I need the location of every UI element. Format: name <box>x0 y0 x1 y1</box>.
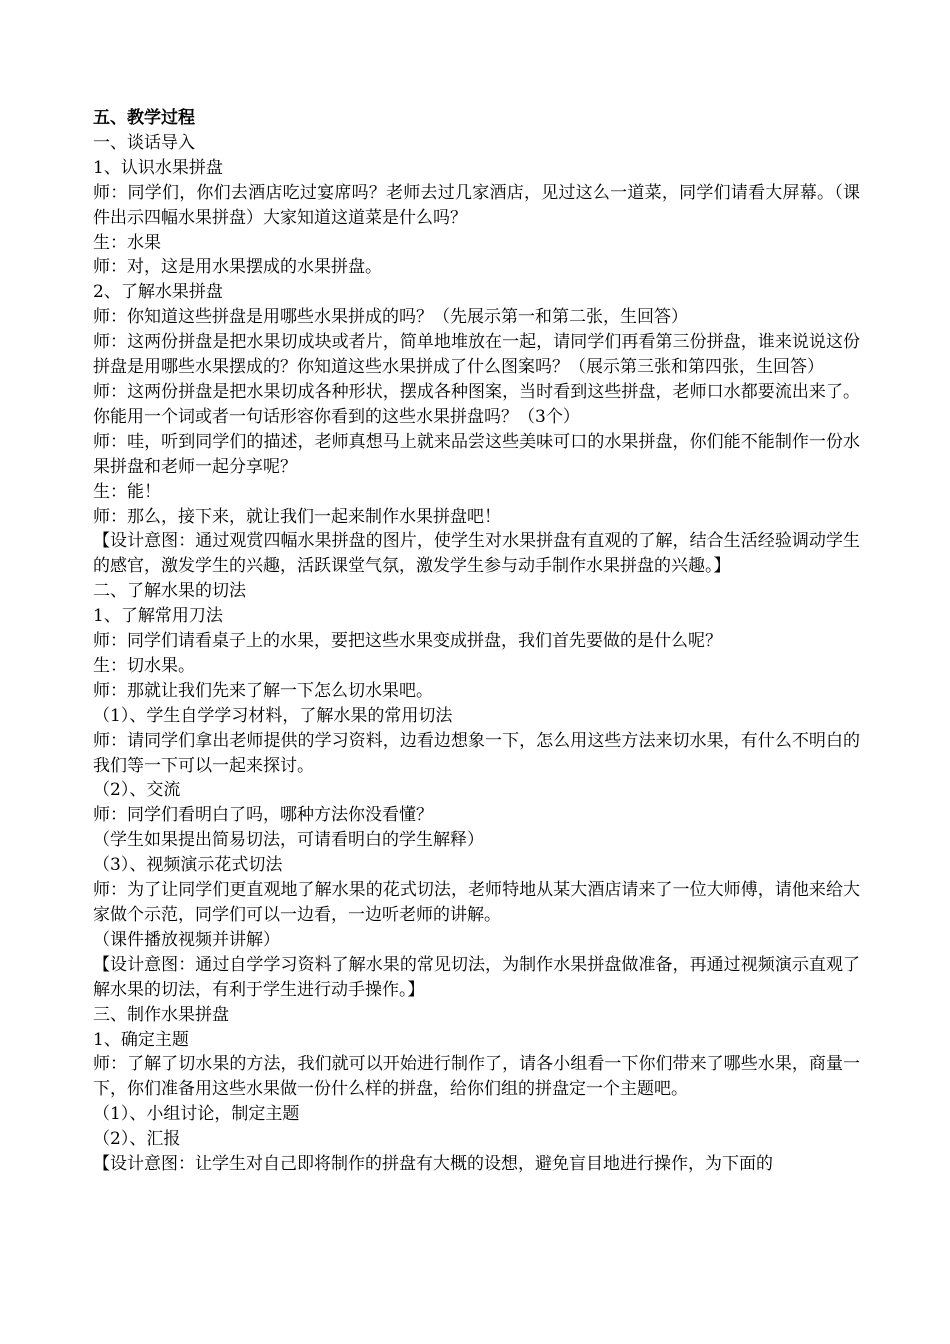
paragraph: 师：那就让我们先来了解一下怎么切水果吧。 <box>93 680 433 701</box>
item-heading: 1、认识水果拼盘 <box>93 157 223 178</box>
paragraph: 师：那么，接下来，就让我们一起来制作水果拼盘吧！ <box>93 506 501 527</box>
paragraph: （学生如果提出简易切法，可请看明白的学生解释） <box>93 830 484 851</box>
paragraph: 师：为了让同学们更直观地了解水果的花式切法，老师特地从某大酒店请来了一位大师傅，请他来给大家做个示范，同学们可以一边看，一边听老师的讲解。 <box>93 880 860 925</box>
paragraph: 师：同学们请看桌子上的水果，要把这些水果变成拼盘，我们首先要做的是什么呢？ <box>93 631 722 652</box>
paragraph: 生：能！ <box>93 481 161 502</box>
paragraph: 生：切水果。 <box>93 655 195 676</box>
paragraph: 师：这两份拼盘是把水果切成块或者片，简单地堆放在一起，请同学们再看第三份拼盘，谁来说说这份拼盘是用哪些水果摆成的？你知道这些水果拼成了什么图案吗？（展示第三张和第四张，生回答） <box>93 332 860 378</box>
paragraph: 师：这两份拼盘是把水果切成各种形状，摆成各种图案，当时看到这些拼盘，老师口水都要流出来了。你能用一个词或者一句话形容你看到的这些水果拼盘吗？（3个） <box>93 381 860 427</box>
section-heading: 五、教学过程 <box>93 108 195 128</box>
document-page <box>93 106 860 1177</box>
paragraph: 生：水果 <box>93 232 161 253</box>
paragraph: （课件播放视频并讲解） <box>93 929 280 950</box>
step-heading: （2）、汇报 <box>93 1129 181 1150</box>
item-heading: 2、了解水果拼盘 <box>93 282 223 303</box>
paragraph: 师：对，这是用水果摆成的水果拼盘。 <box>93 257 382 278</box>
step-heading: （3）、视频演示花式切法 <box>93 855 283 876</box>
paragraph: 师：请同学们拿出老师提供的学习资料，边看边想象一下，怎么用这些方法来切水果，有什么不明白的我们等一下可以一起来探讨。 <box>93 730 860 776</box>
item-heading: 1、了解常用刀法 <box>93 606 223 627</box>
design-intent-note: 【设计意图：通过自学学习资料了解水果的常见切法，为制作水果拼盘做准备，再通过视频演示直观了解水果的切法，有利于学生进行动手操作。】 <box>93 954 860 1000</box>
subsection-heading: 二、了解水果的切法 <box>93 581 246 602</box>
step-heading: （1）、小组讨论，制定主题 <box>93 1104 300 1125</box>
subsection-heading: 三、制作水果拼盘 <box>93 1004 229 1025</box>
paragraph: 师：同学们看明白了吗，哪种方法你没看懂？ <box>93 805 433 826</box>
item-heading: 1、确定主题 <box>93 1029 189 1050</box>
step-heading: （2）、交流 <box>93 780 181 801</box>
paragraph: 师：哇，听到同学们的描述，老师真想马上就来品尝这些美味可口的水果拼盘，你们能不能制作一份水果拼盘和老师一起分享呢？ <box>93 431 860 477</box>
paragraph: 师：同学们，你们去酒店吃过宴席吗？老师去过几家酒店，见过这么一道菜，同学们请看大屏幕。（课件出示四幅水果拼盘）大家知道这道菜是什么吗？ <box>93 182 860 228</box>
paragraph: 师：你知道这些拼盘是用哪些水果拼成的吗？（先展示第一和第二张，生回答） <box>93 307 688 328</box>
paragraph: 师：了解了切水果的方法，我们就可以开始进行制作了，请各小组看一下你们带来了哪些水果，商量一下，你们准备用这些水果做一份什么样的拼盘，给你们组的拼盘定一个主题吧。 <box>93 1054 860 1100</box>
design-intent-note: 【设计意图：通过观赏四幅水果拼盘的图片，使学生对水果拼盘有直观的了解，结合生活经验调动学生的感官，激发学生的兴趣，活跃课堂气氛，激发学生参与动手制作水果拼盘的兴趣。】 <box>93 531 860 577</box>
design-intent-note: 【设计意图：让学生对自己即将制作的拼盘有大概的设想，避免盲目地进行操作，为下面的 <box>93 1154 773 1175</box>
subsection-heading: 一、谈话导入 <box>93 132 195 153</box>
step-heading: （1）、学生自学学习材料，了解水果的常用切法 <box>93 705 453 726</box>
